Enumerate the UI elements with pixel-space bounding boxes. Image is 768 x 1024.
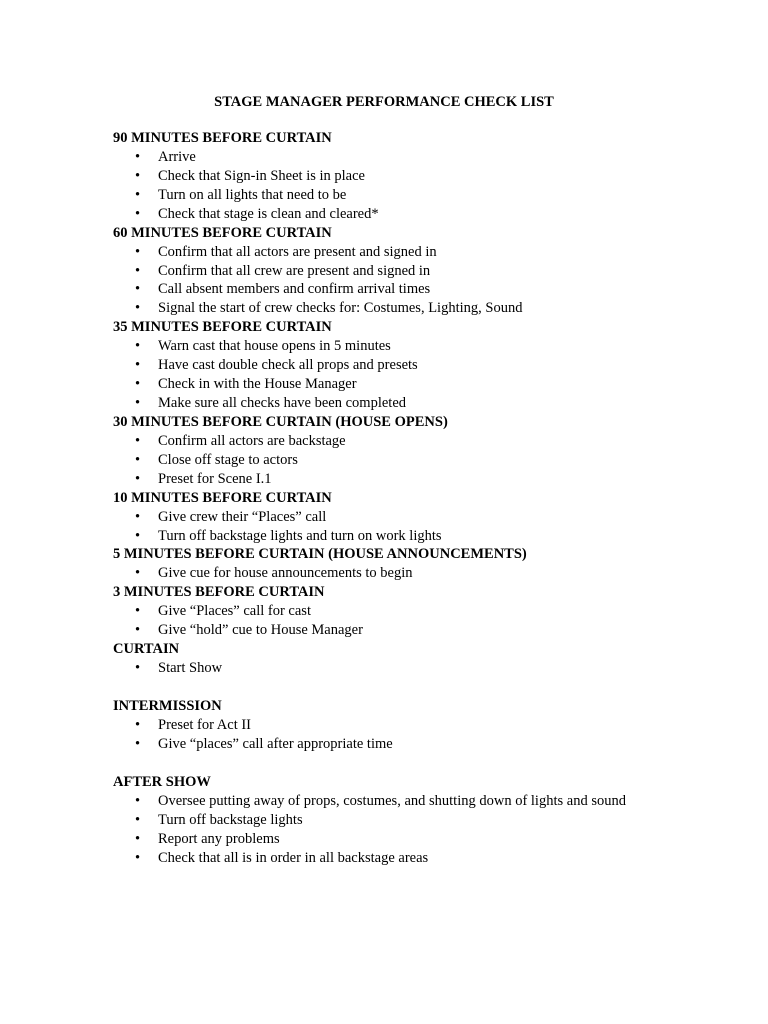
checklist-item-text: Arrive bbox=[158, 149, 196, 165]
bullet-icon: • bbox=[135, 811, 141, 828]
checklist-item bbox=[113, 564, 653, 583]
bullet-icon: • bbox=[135, 376, 141, 393]
checklist-body bbox=[113, 129, 653, 867]
section-heading: 35 MINUTES BEFORE CURTAIN bbox=[113, 319, 332, 336]
bullet-list bbox=[113, 564, 653, 583]
bullet-icon: • bbox=[135, 735, 141, 752]
bullet-icon: • bbox=[135, 508, 141, 525]
checklist-item bbox=[113, 243, 653, 262]
bullet-list bbox=[113, 337, 653, 413]
bullet-list bbox=[113, 716, 653, 754]
bullet-list bbox=[113, 243, 653, 319]
bullet-icon: • bbox=[135, 451, 141, 468]
checklist-item-text: Start Show bbox=[158, 660, 223, 677]
checklist-item bbox=[113, 262, 653, 281]
checklist-item-text: Confirm all actors are backstage bbox=[158, 432, 346, 449]
bullet-icon: • bbox=[135, 338, 141, 355]
checklist-item-text: Give “Places” call for cast bbox=[158, 603, 311, 620]
bullet-icon: • bbox=[135, 186, 141, 203]
bullet-icon: • bbox=[135, 243, 141, 260]
bullet-icon: • bbox=[135, 470, 141, 487]
checklist-section bbox=[113, 129, 653, 224]
bullet-icon: • bbox=[135, 527, 141, 544]
section-heading: CURTAIN bbox=[113, 641, 180, 658]
checklist-item bbox=[113, 337, 653, 356]
checklist-item-text: Oversee putting away of props, costumes, and shutting down of lights and sound bbox=[158, 792, 626, 809]
checklist-item bbox=[113, 167, 653, 186]
bullet-icon: • bbox=[135, 281, 141, 298]
checklist-item bbox=[113, 375, 653, 394]
bullet-icon: • bbox=[135, 622, 141, 639]
checklist-item-text: Preset for Scene I.1 bbox=[158, 470, 272, 487]
checklist-item bbox=[113, 186, 653, 205]
bullet-icon: • bbox=[135, 149, 141, 165]
checklist-item bbox=[113, 792, 653, 811]
checklist-item-text: Give crew their “Places” call bbox=[158, 508, 327, 525]
checklist-section bbox=[113, 545, 653, 583]
section-heading: 90 MINUTES BEFORE CURTAIN bbox=[113, 130, 332, 146]
checklist-item bbox=[113, 394, 653, 413]
section-heading: 30 MINUTES BEFORE CURTAIN (HOUSE OPENS) bbox=[113, 413, 448, 430]
checklist-item bbox=[113, 527, 653, 546]
checklist-section bbox=[113, 773, 653, 868]
checklist-item bbox=[113, 716, 653, 735]
checklist-item-text: Have cast double check all props and presets bbox=[158, 357, 418, 374]
checklist-section bbox=[113, 413, 653, 489]
checklist-item bbox=[113, 470, 653, 489]
checklist-item-text: Report any problems bbox=[158, 830, 280, 847]
bullet-icon: • bbox=[135, 830, 141, 847]
checklist-item bbox=[113, 432, 653, 451]
checklist-item bbox=[113, 451, 653, 470]
checklist-item bbox=[113, 621, 653, 640]
bullet-icon: • bbox=[135, 717, 141, 734]
bullet-list bbox=[113, 508, 653, 546]
bullet-list bbox=[113, 432, 653, 489]
bullet-icon: • bbox=[135, 357, 141, 374]
section-heading: AFTER SHOW bbox=[113, 773, 211, 790]
section-heading: 5 MINUTES BEFORE CURTAIN (HOUSE ANNOUNCEMENTS) bbox=[113, 546, 527, 563]
checklist-item bbox=[113, 735, 653, 754]
checklist-item bbox=[113, 205, 653, 224]
section-heading: 3 MINUTES BEFORE CURTAIN bbox=[113, 584, 325, 601]
bullet-list bbox=[113, 792, 653, 868]
checklist-item-text: Give “hold” cue to House Manager bbox=[158, 622, 363, 639]
checklist-item bbox=[113, 659, 653, 678]
checklist-item-text: Check in with the House Manager bbox=[158, 376, 357, 393]
section-heading: 60 MINUTES BEFORE CURTAIN bbox=[113, 224, 332, 241]
checklist-section bbox=[113, 318, 653, 413]
bullet-icon: • bbox=[135, 205, 141, 222]
checklist-item bbox=[113, 811, 653, 830]
checklist-item bbox=[113, 356, 653, 375]
bullet-list bbox=[113, 148, 653, 224]
checklist-item bbox=[113, 849, 653, 868]
document-title: STAGE MANAGER PERFORMANCE CHECK LIST bbox=[214, 94, 554, 110]
checklist-item-text: Give “places” call after appropriate time bbox=[158, 735, 393, 752]
checklist-item-text: Confirm that all actors are present and signed in bbox=[158, 243, 437, 260]
bullet-icon: • bbox=[135, 167, 141, 184]
checklist-item-text: Signal the start of crew checks for: Costumes, Lighting, Sound bbox=[158, 300, 523, 317]
bullet-list bbox=[113, 602, 653, 640]
checklist-section bbox=[113, 640, 653, 678]
checklist-item-text: Turn on all lights that need to be bbox=[158, 186, 347, 203]
checklist-item bbox=[113, 830, 653, 849]
checklist-item-text: Check that all is in order in all backstage areas bbox=[158, 849, 429, 866]
bullet-icon: • bbox=[135, 394, 141, 411]
bullet-icon: • bbox=[135, 603, 141, 620]
checklist-item-text: Check that stage is clean and cleared* bbox=[158, 205, 379, 222]
bullet-icon: • bbox=[135, 660, 141, 677]
checklist-item-text: Confirm that all crew are present and signed in bbox=[158, 262, 431, 279]
checklist-section bbox=[113, 583, 653, 640]
section-heading: 10 MINUTES BEFORE CURTAIN bbox=[113, 489, 332, 506]
checklist-item bbox=[113, 508, 653, 527]
checklist-item-text: Turn off backstage lights bbox=[158, 811, 303, 828]
checklist-item-text: Call absent members and confirm arrival times bbox=[158, 281, 431, 298]
checklist-item bbox=[113, 148, 653, 167]
bullet-icon: • bbox=[135, 849, 141, 866]
bullet-icon: • bbox=[135, 432, 141, 449]
checklist-item bbox=[113, 299, 653, 318]
checklist-item-text: Give cue for house announcements to begin bbox=[158, 565, 413, 582]
checklist-section bbox=[113, 697, 653, 754]
section-heading: INTERMISSION bbox=[113, 698, 222, 715]
bullet-icon: • bbox=[135, 792, 141, 809]
checklist-item bbox=[113, 280, 653, 299]
checklist-item-text: Check that Sign-in Sheet is in place bbox=[158, 167, 365, 184]
checklist-item-text: Preset for Act II bbox=[158, 717, 252, 734]
checklist-item-text: Warn cast that house opens in 5 minutes bbox=[158, 338, 391, 355]
checklist-section bbox=[113, 489, 653, 546]
checklist-item-text: Make sure all checks have been completed bbox=[158, 394, 407, 411]
checklist-section bbox=[113, 224, 653, 319]
bullet-icon: • bbox=[135, 262, 141, 279]
checklist-item-text: Close off stage to actors bbox=[158, 451, 298, 468]
bullet-icon: • bbox=[135, 565, 141, 582]
checklist-item bbox=[113, 602, 653, 621]
bullet-list bbox=[113, 659, 653, 678]
checklist-item-text: Turn off backstage lights and turn on work lights bbox=[158, 527, 442, 544]
bullet-icon: • bbox=[135, 300, 141, 317]
